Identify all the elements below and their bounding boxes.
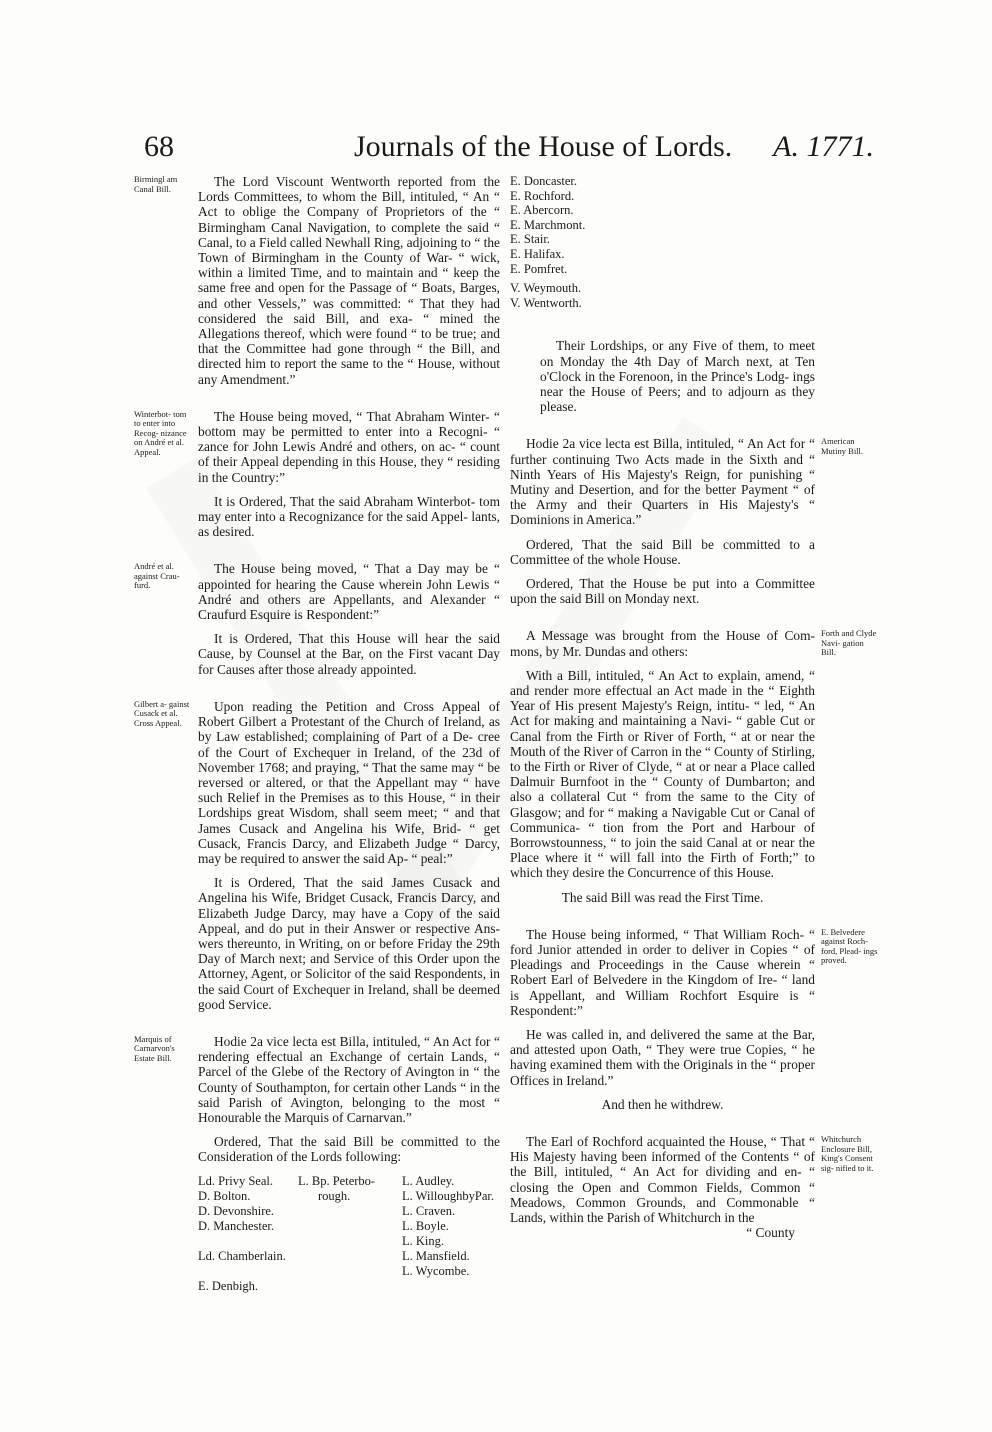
american-mutiny-section bbox=[510, 436, 864, 607]
list-item: E. Stair. bbox=[510, 232, 550, 247]
list-item: L. Mansfield. bbox=[402, 1248, 470, 1263]
margin-note: American Mutiny Bill. bbox=[821, 436, 864, 456]
left-column bbox=[134, 174, 500, 1316]
carnarvon-estate-section bbox=[134, 1033, 500, 1294]
list-item: E. Doncaster. bbox=[510, 174, 577, 188]
paragraph: It is Ordered, That the said Abraham Winterbot- tom may enter into a Recognizance for the said Appel- lants, as desired. bbox=[198, 493, 500, 540]
list-item bbox=[298, 1249, 402, 1264]
birmingham-canal-section bbox=[134, 174, 500, 387]
list-item: L. King. bbox=[402, 1233, 445, 1248]
paragraph: The House being moved, “ That a Day may be “ appointed for hearing the Cause wherein John Lewis “ André and others are Appellants, and Alexander “ Craufurd Esquire is Respondent:” bbox=[198, 561, 500, 623]
list-item: V. Weymouth. bbox=[510, 281, 582, 296]
forth-clyde-section bbox=[510, 628, 877, 905]
margin-note: André et al. against Crau- furd. bbox=[134, 561, 180, 591]
paragraph: The said Bill was read the First Time. bbox=[561, 889, 764, 905]
list-item: L. Boyle. bbox=[402, 1218, 449, 1233]
margin-note: Marquis of Carnarvon's Estate Bill. bbox=[134, 1033, 175, 1063]
whitchurch-section bbox=[510, 1134, 874, 1241]
list-item: L. Audley. bbox=[402, 1173, 455, 1188]
list-item: L. WilloughbyPar. bbox=[402, 1188, 494, 1203]
paragraph: It is Ordered, That this House will hear the said Cause, by Counsel at the Bar, on the First vacant Day for Causes after those already appointed. bbox=[198, 631, 500, 677]
margin-note: Forth and Clyde Navi- gation Bill. bbox=[821, 628, 877, 658]
meeting-section bbox=[510, 338, 815, 414]
list-item: Ld. Chamberlain. bbox=[198, 1248, 286, 1263]
paragraph: The Earl of Rochford acquainted the House, “ That “ His Majesty having been informed of the Contents “ of the Bill, intituled, “ An Act for dividing and en- “ closing the Open and Common Fields, Common “ Meadows, Common Grounds, and Commonable “ Lands, within the Parish of Whitchurch in the bbox=[510, 1134, 815, 1226]
paragraph: The House being informed, “ That William Roch- “ ford Junior attended in order to deliver in Copies “ of Pleadings and Proceedings in the Cause wherein “ Robert Earl of Belvedere in the Kingdom of Ire- “ land is Appellant, and William Rochfort Esquire is “ Respondent:” bbox=[510, 926, 815, 1018]
list-item: E. Rochford. bbox=[510, 188, 575, 203]
margin-note: Winterbot- tom to enter into Recog- nizance on André et al. Appeal. bbox=[134, 408, 187, 457]
paragraph: And then he withdrew. bbox=[601, 1096, 724, 1112]
paragraph: A Message was brought from the House of Com- mons, by Mr. Dundas and others: bbox=[510, 628, 815, 659]
year-heading: A. 1771. bbox=[773, 130, 874, 163]
list-item: rough. bbox=[318, 1188, 351, 1203]
gilbert-cusack-section bbox=[134, 698, 500, 1012]
page-number: 68 bbox=[144, 130, 174, 163]
margin-note: Birmingl am Canal Bill. bbox=[134, 174, 178, 194]
catchword: “ County bbox=[746, 1225, 795, 1241]
list-item bbox=[198, 1234, 298, 1249]
margin-note: Gilbert a- gainst Cusack et al. Cross Appeal. bbox=[134, 698, 190, 728]
paragraph: Hodie 2a vice lecta est Billa, intituled, “ An Act for “ rendering effectual an Exchange of certain Lands, “ Parcel of the Glebe of the Rectory of Avington in “ the County of Southampton, for certain other Lands “ in the said Parish of Avington, belonging to the most “ Honourable the Marquis of Carnarvan.” bbox=[198, 1033, 500, 1125]
paragraph: Hodie 2a vice lecta est Billa, intituled, “ An Act for “ further continuing Two Acts made in the Sixth and “ Ninth Years of His Majesty's Reign, for punishing “ Mutiny and Desertion, and for the better Payment “ of the Army and their Quarters in His Majesty's “ Dominions in America.” bbox=[510, 436, 815, 528]
list-item: E. Denbigh. bbox=[198, 1278, 259, 1293]
paragraph: The Lord Viscount Wentworth reported from the Lords Committees, to whom the Bill, intituled, “ An “ Act to oblige the Company of Proprietors of the “ Birmingham Canal Navigation, to complete the said “ Canal, to a Field called Newhall Ring, adjoining to “ the Town of Birmingham in the County of War- “ wick, within a limited Time, and to maintain and “ keep the same free and open for the Passage of “ Boats, Barges, and other Vessels,” was committed: “ That they had considered the said Bill, and exa- “ mined the Allegations thereof, which were found “ to be true; and that the Committee had gone through “ the Bill, and directed him to report the same to the “ House, without any Amendment.” bbox=[198, 174, 500, 387]
list-item: V. Wentworth. bbox=[510, 295, 582, 310]
paragraph: The House being moved, “ That Abraham Winter- “ bottom may be permitted to enter into a Recogni- “ zance for John Lewis André and others, on ac- “ count of their Appeal depending in this House, they “ residing in the Country:” bbox=[198, 408, 500, 485]
list-item bbox=[298, 1279, 402, 1294]
list-item bbox=[298, 1204, 402, 1219]
paragraph: Ordered, That the said Bill be committed to the Consideration of the Lords following: bbox=[198, 1134, 500, 1165]
belvedere-section bbox=[510, 926, 878, 1112]
list-item bbox=[402, 1279, 502, 1294]
paragraph: Upon reading the Petition and Cross Appeal of Robert Gilbert a Protestant of the Church of Ireland, as by Law established; complaining of Part of a De- cree of the Court of Exchequer in Ireland, of the 23d of November 1768; and praying, “ That the same may “ be reversed or altered, or that the Appellant may “ have such Relief in the Premises as to this House, “ in their Lordships great Wisdom, shall seem meet; “ and that James Cusack and Angelina his Wife, Brid- “ get Cusack, Francis Darcy, and Elizabeth Judge “ Darcy, may be required to answer the said Ap- “ peal:” bbox=[198, 698, 500, 866]
paragraph: With a Bill, intituled, “ An Act to explain, amend, “ and render more effectual an Act made in the “ Eighth Year of His present Majesty's Reign, intitu- “ led, “ An Act for making and maintaining a Navi- “ gable Cut or Canal from the Firth or River of Forth, “ at or near the Mouth of the River of Carron in the “ County of Stirling, to the Firth or River of Clyde, “ at or near a Place called Dalmuir Burnfoot in the “ County of Dumbarton; and also a collateral Cut “ from the same to the City of Glasgow; and for “ making a Navigable Cut or Canal of Communica- “ tion from the Port and Harbour of Borrowstounness, “ to join the said Canal at or near the Place where it “ will fall into the Firth of Forth;” to which they desire the Concurrence of this House. bbox=[510, 667, 815, 881]
list-item bbox=[298, 1219, 402, 1234]
earls-list bbox=[510, 174, 815, 310]
lords-committee-list bbox=[198, 1174, 500, 1294]
right-column bbox=[510, 174, 878, 1263]
winterbottom-section bbox=[134, 408, 500, 540]
list-item: D. Manchester. bbox=[198, 1218, 275, 1233]
paragraph: Ordered, That the House be put into a Committee upon the said Bill on Monday next. bbox=[510, 575, 815, 607]
journal-title: Journals of the House of Lords. bbox=[354, 130, 733, 163]
margin-note: Whitchurch Enclosure Bill, King's Consent sig- nified to it. bbox=[821, 1134, 874, 1173]
list-item bbox=[298, 1234, 402, 1249]
paragraph: It is Ordered, That the said James Cusack and Angelina his Wife, Bridget Cusack, Francis Darcy, and Elizabeth Judge Darcy, may have a Copy of the said Appeal, and do put in their Answer or respective Ans- wers thereunto, in Writing, on or before Friday the 29th Day of March next; and Service of this Order upon the Attorney, Agent, or Solicitor of the said Respondents, in the said Court of Exchequer in Ireland, shall be deemed good Service. bbox=[198, 875, 500, 1012]
list-item: L. Wycombe. bbox=[402, 1263, 470, 1278]
list-item: E. Abercorn. bbox=[510, 203, 574, 218]
list-item: D. Devonshire. bbox=[198, 1203, 275, 1218]
andre-craufurd-section bbox=[134, 561, 500, 677]
list-item: D. Bolton. bbox=[198, 1188, 251, 1203]
paragraph: Ordered, That the said Bill be committed to a Committee of the whole House. bbox=[510, 536, 815, 567]
list-item: L. Craven. bbox=[402, 1203, 456, 1218]
page-header bbox=[144, 130, 874, 170]
list-item: L. Bp. Peterbo- bbox=[298, 1173, 376, 1188]
list-item bbox=[198, 1264, 298, 1279]
list-item: Ld. Privy Seal. bbox=[198, 1173, 273, 1188]
list-item: E. Pomfret. bbox=[510, 261, 568, 276]
list-item: E. Marchmont. bbox=[510, 217, 586, 232]
paragraph: He was called in, and delivered the same at the Bar, and attested upon Oath, “ They were true Copies, “ he having examined them with the Originals in the “ proper Offices in Ireland.” bbox=[510, 1027, 815, 1088]
list-item: E. Halifax. bbox=[510, 246, 565, 261]
margin-note: E. Belvedere against Roch- ford, Plead- ings proved. bbox=[821, 926, 878, 966]
list-item bbox=[298, 1264, 402, 1279]
paragraph: Their Lordships, or any Five of them, to meet on Monday the 4th Day of March next, at Ten o'Clock in the Forenoon, in the Prince's Lodg- ings near the House of Peers; and to adjourn as they please. bbox=[540, 338, 815, 415]
